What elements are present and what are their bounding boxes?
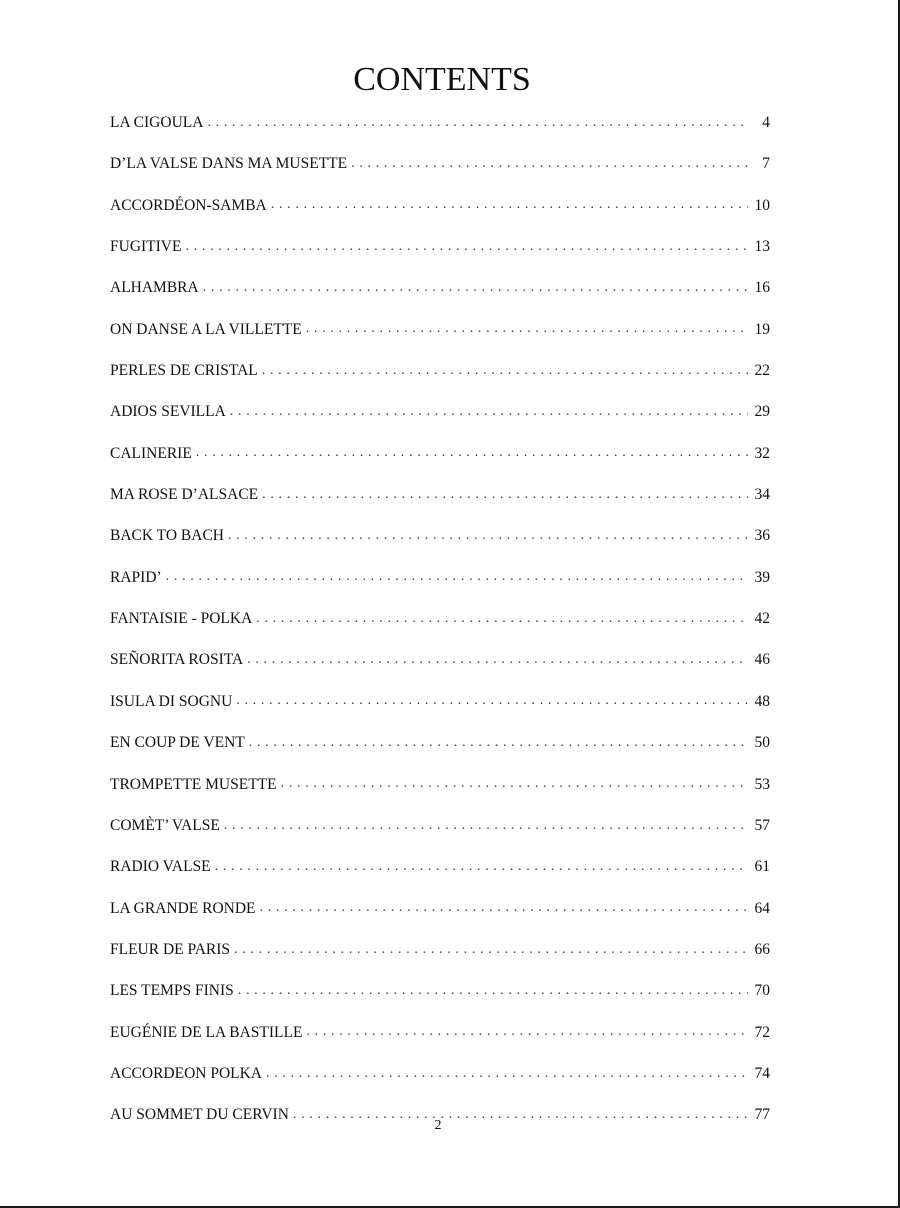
toc-entry-page-number: 70	[754, 982, 770, 1000]
toc-entry[interactable]	[110, 391, 770, 432]
toc-entry-title: EUGÉNIE DE LA BASTILLE	[110, 1023, 303, 1041]
dot-leader	[230, 403, 748, 421]
toc-entry-title: LA GRANDE RONDE	[110, 899, 256, 917]
toc-entry[interactable]	[110, 102, 770, 143]
toc-entry-title: FANTAISIE - POLKA	[110, 610, 253, 628]
toc-entry-title: BACK TO BACH	[110, 527, 224, 545]
toc-entry-page-number: 19	[754, 320, 770, 338]
toc-entry-title: ACCORDEON POLKA	[110, 1064, 262, 1082]
toc-entry-title: LA CIGOULA	[110, 114, 204, 131]
toc-entry[interactable]	[110, 143, 770, 184]
toc-entry-title: RAPID’	[110, 568, 162, 586]
toc-entry[interactable]	[110, 185, 770, 226]
toc-entry-page-number: 29	[754, 403, 770, 421]
dot-leader	[306, 1023, 748, 1041]
toc-entry-title: LES TEMPS FINIS	[110, 982, 234, 1000]
toc-entry[interactable]	[110, 433, 770, 474]
dot-leader	[236, 692, 748, 710]
toc-entry-title: ON DANSE A LA VILLETTE	[110, 320, 302, 338]
toc-entry[interactable]	[110, 1012, 770, 1053]
toc-entry-title: EN COUP DE VENT	[110, 734, 245, 752]
toc-entry-page-number: 77	[754, 1106, 770, 1124]
toc-entry-page-number: 50	[754, 734, 770, 752]
dot-leader	[207, 114, 748, 132]
page-title: CONTENTS	[353, 61, 531, 98]
dot-leader	[306, 320, 748, 338]
toc-entry-page-number: 46	[754, 651, 770, 669]
toc-entry-page-number: 22	[754, 362, 770, 380]
toc-entry-page-number: 32	[754, 444, 770, 462]
toc-entry-title: RADIO VALSE	[110, 858, 211, 876]
toc-entry[interactable]	[110, 639, 770, 680]
toc-entry-title: CALINERIE	[110, 444, 192, 462]
toc-entry-title: PERLES DE CRISTAL	[110, 362, 258, 380]
toc-entry[interactable]	[110, 226, 770, 267]
toc-entry-page-number: 64	[754, 899, 770, 917]
toc-entry-title: MA ROSE D’ALSACE	[110, 486, 259, 504]
dot-leader	[228, 527, 748, 545]
toc-entry-page-number: 53	[754, 775, 770, 793]
toc-entry-title: ACCORDÉON-SAMBA	[110, 196, 267, 214]
dot-leader	[247, 651, 748, 669]
toc-entry[interactable]	[110, 598, 770, 639]
dot-leader	[185, 238, 748, 256]
dot-leader	[196, 444, 748, 462]
dot-leader	[281, 775, 748, 793]
dot-leader	[249, 734, 748, 752]
toc-entry-page-number: 66	[754, 940, 770, 958]
toc-entry-page-number: 61	[754, 858, 770, 876]
toc-entry[interactable]	[110, 681, 770, 722]
toc-entry-page-number: 39	[754, 568, 770, 586]
toc-entry[interactable]	[110, 805, 770, 846]
toc-entry-page-number: 4	[762, 114, 770, 131]
toc-entry-page-number: 36	[754, 527, 770, 545]
toc-entry-page-number: 57	[754, 816, 770, 834]
toc-entry[interactable]	[110, 267, 770, 308]
dot-leader	[260, 899, 748, 917]
dot-leader	[238, 982, 748, 1000]
toc-entry-page-number: 16	[754, 279, 770, 297]
dot-leader	[203, 279, 748, 297]
dot-leader	[262, 362, 748, 380]
dot-leader	[256, 610, 748, 628]
toc-entry[interactable]	[110, 557, 770, 598]
toc-entry[interactable]	[110, 1053, 770, 1094]
toc-entry-title: FLEUR DE PARIS	[110, 940, 231, 958]
dot-leader	[166, 568, 748, 586]
toc-entry-title: ISULA DI SOGNU	[110, 692, 233, 710]
toc-entry-title: COMÈT’ VALSE	[110, 816, 220, 834]
toc-entry-page-number: 72	[754, 1023, 770, 1041]
dot-leader	[266, 1065, 748, 1083]
dot-leader	[351, 155, 748, 173]
toc-entry[interactable]	[110, 846, 770, 887]
toc-entry-page-number: 13	[754, 238, 770, 256]
dot-leader	[215, 858, 748, 876]
toc-entry[interactable]	[110, 309, 770, 350]
dot-leader	[271, 196, 748, 214]
dot-leader	[262, 486, 748, 504]
toc-entry[interactable]	[110, 474, 770, 515]
dot-leader	[224, 817, 748, 835]
table-of-contents	[110, 102, 770, 1136]
toc-entry[interactable]	[110, 764, 770, 805]
dot-leader	[234, 941, 748, 959]
toc-entry-page-number: 10	[754, 196, 770, 214]
toc-entry[interactable]	[110, 888, 770, 929]
toc-entry-title: TROMPETTE MUSETTE	[110, 775, 277, 793]
toc-entry-page-number: 48	[754, 692, 770, 710]
toc-entry[interactable]	[110, 929, 770, 970]
toc-entry[interactable]	[110, 515, 770, 556]
toc-entry[interactable]	[110, 350, 770, 391]
toc-entry[interactable]	[110, 970, 770, 1011]
toc-entry-title: AU SOMMET DU CERVIN	[110, 1106, 289, 1124]
toc-entry-page-number: 42	[754, 610, 770, 628]
toc-entry-page-number: 34	[754, 486, 770, 504]
page-number: 2	[434, 1118, 442, 1133]
toc-entry-title: ADIOS SEVILLA	[110, 403, 226, 421]
toc-entry[interactable]	[110, 722, 770, 763]
toc-entry-title: FUGITIVE	[110, 238, 182, 256]
toc-entry-title: SEÑORITA ROSITA	[110, 651, 244, 669]
toc-entry-title: ALHAMBRA	[110, 279, 199, 297]
toc-entry-title: D’LA VALSE DANS MA MUSETTE	[110, 155, 348, 173]
toc-entry-page-number: 74	[754, 1064, 770, 1082]
toc-entry-page-number: 7	[762, 155, 770, 173]
